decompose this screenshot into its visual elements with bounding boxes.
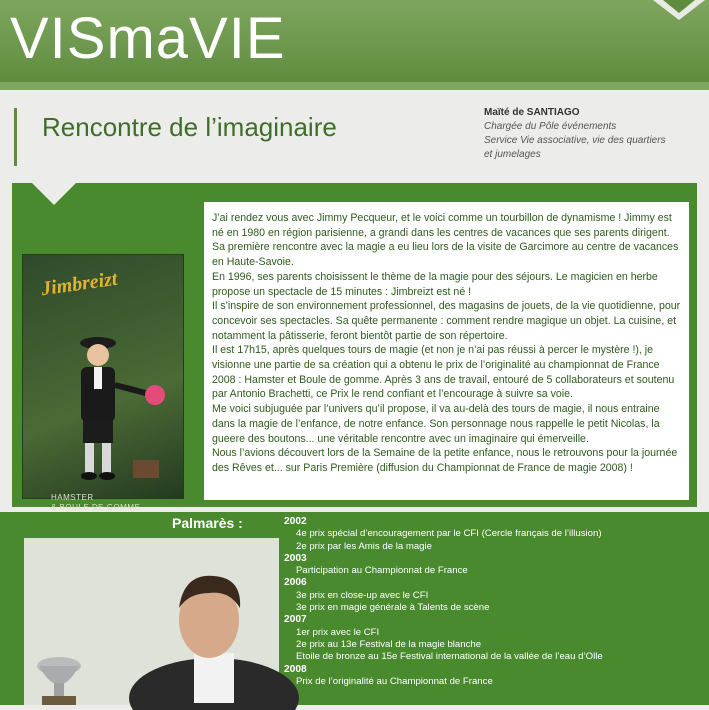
author-block	[484, 106, 704, 162]
article-title: Rencontre de l’imaginaire	[42, 112, 337, 142]
article-box	[12, 183, 697, 512]
portrait-illustration-icon	[24, 538, 279, 705]
award-item: 2e prix par les Amis de la magie	[296, 540, 432, 552]
author-role-line: Chargée du Pôle événements	[484, 121, 617, 132]
title-accent-bar	[14, 108, 17, 166]
poster-subtitle: & BOULE DE GOMME	[51, 503, 141, 512]
article-paragraph: Il s’inspire de son environnement professionnel, des magasins de jouets, de la vie quotidienne, pour concevoir ses spectacles. Sa quête permanente : comment rendre magique un objet. La cuisine, et notamment la pâtisserie, feront bientôt partie de son répertoire.	[212, 300, 681, 342]
palmares-section	[0, 512, 709, 705]
poster-title: Jimbreizt	[39, 267, 119, 301]
award-item: 3e prix en magie générale à Talents de scène	[296, 602, 490, 614]
article-paragraph: En 1996, ses parents choisissent le thème de la magie pour des séjours. Le magicien en herbe propose un spectacle de 15 minutes : Jimbreizt est né !	[212, 270, 658, 298]
award-item: Participation au Championnat de France	[296, 565, 468, 577]
award-year: 2003	[284, 552, 307, 564]
award-item: Prix de l’originalité au Championnat de France	[296, 675, 493, 687]
magician-figure-icon	[63, 325, 173, 500]
author-role-line: et jumelages	[484, 149, 541, 160]
magazine-title: VISmaVIE	[10, 6, 286, 71]
award-item: 1er prix avec le CFI	[296, 626, 380, 638]
article-paragraph: Nous l’avions découvert lors de la Semaine de la petite enfance, nous le retrouvons pour la journée des Rêves et... sur Paris Première (diffusion du Championnat de France de magie 2008) !	[212, 447, 678, 474]
award-year: 2008	[284, 663, 307, 675]
award-item: 2e prix au 13e Festival de la magie blanche	[296, 638, 482, 650]
header-strip	[0, 82, 709, 90]
article-body	[204, 202, 689, 476]
article-text-box	[204, 202, 689, 500]
magazine-header	[0, 0, 709, 82]
article-paragraph: Il est 17h15, après quelques tours de magie (et non je n’ai pas réussi à percer le mystère !), je visionne une partie de sa création qui a obtenu le prix de l’originalité au championnat de France 2008 : Hamster et Boule de gomme. Après 3 ans de travail, entouré de 5 collaborateurs et soutenu par Antonio Brachetti, ce Prix le rend confiant et l’encourage à suivre sa voie.	[212, 344, 675, 401]
article-paragraph: J’ai rendez vous avec Jimmy Pecqueur, et le voici comme un tourbillon de dynamisme ! Jimmy est né en 1980 en région parisienne, a grandi dans les centres de vacances que ses parents dirigent. Sa première rencontre avec la magie a eu lieu lors de la visite de Garcimore au centre de vacances en Haute-Savoie.	[212, 212, 679, 269]
palmares-label: Palmarès :	[172, 515, 243, 531]
portrait-photo	[24, 538, 279, 705]
author-name: Maïté de SANTIAGO	[484, 107, 580, 118]
author-role-line: Service Vie associative, vie des quartiers	[484, 135, 666, 146]
notch-arrow-icon	[32, 183, 76, 205]
show-poster	[22, 254, 184, 512]
poster-subtitle: HAMSTER	[51, 493, 94, 502]
award-item: 4e prix spécial d’encouragement par le CFI (Cercle français de l’illusion)	[296, 528, 602, 540]
award-item: 3e prix en close-up avec le CFI	[296, 589, 429, 601]
award-year: 2007	[284, 614, 307, 626]
awards-list	[284, 516, 603, 688]
award-year: 2002	[284, 516, 307, 527]
header-arrow-icon	[649, 0, 709, 22]
award-item: Etoile de bronze au 15e Festival international de la vallée de l’eau d’Olle	[296, 651, 603, 663]
award-year: 2006	[284, 577, 307, 589]
article-paragraph: Me voici subjuguée par l’univers qu’il propose, il va au-delà des tours de magie, il nous entraine dans la magie de l’enfance, de notre enfance. Son personnage nous rappelle le petit Nicolas, la gueere des boutons... une véritable rencontre avec un imaginaire qui émerveille.	[212, 403, 660, 445]
